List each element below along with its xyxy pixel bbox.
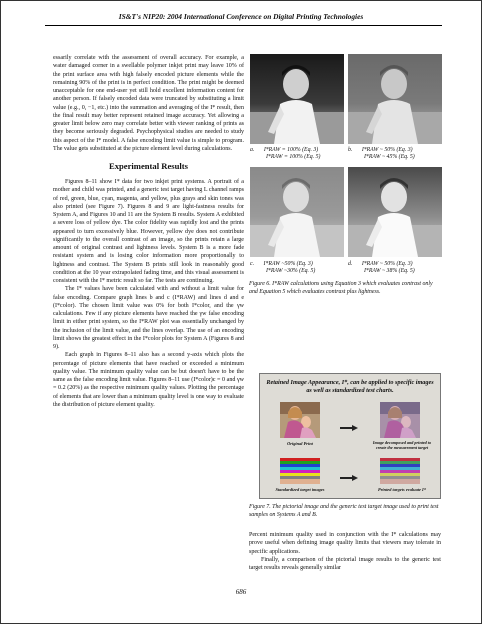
paragraph: The I* values have been calculated with and without a limit value for false encoding. Compare graph lines b and c (I*RAW) and lines d and e (I*color). The chosen limit value was 0% for both I*color, and the γw calculations. Few if any picture elements have reached the γw false encoding limit in either print system, so the I*RAW plot was essentially unchanged by the inclusion of the limit value, and the lines overlap. The use of an encoding limit shows the greatest effect in the I*color plots for System A (Figures 8 and 9). <box>53 286 244 350</box>
figure7-title: Retained Image Appearance, I*, can be applied to specific images as well as standardized test charts. <box>266 379 434 394</box>
arrow-icon <box>340 468 358 474</box>
standard-target-image <box>280 458 320 484</box>
label-line: I*RAW ~50% (Eq. 3) <box>263 261 313 267</box>
figure7-label: Standardized target images <box>275 487 325 492</box>
mother-child-photo-icon <box>280 402 320 438</box>
label-line: I*RAW = 100% (Eq. 3) <box>263 147 319 153</box>
figure6-label-c <box>250 261 315 275</box>
arrow-icon <box>340 418 358 424</box>
paragraph: Percent minimum quality used in conjunction with the I* calculations may prove useful when defining image quality limits that viewers may tolerate in specific applications. <box>249 532 441 555</box>
section-heading: Experimental Results <box>108 161 188 171</box>
label-line: I*RAW ~ 50% (Eq. 3) <box>361 147 413 153</box>
figure6-label-d <box>348 261 415 275</box>
figure6-caption: Figure 6. I*RAW calculations using Equation 3 which evaluates contrast only and Equation 5 which evaluates contrast plus lightness. <box>249 281 433 295</box>
figure7-panel <box>259 373 441 499</box>
figure6-photo-b <box>348 54 442 144</box>
label-line: I*RAW = 100% (Eq. 5) <box>266 154 321 160</box>
right-column <box>249 531 441 572</box>
running-head: IS&T's NIP20: 2004 International Conference on Digital Printing Technologies <box>118 12 364 21</box>
label-line: I*RAW ~ 38% (Eq. 5) <box>364 268 415 274</box>
paragraph: Finally, a comparison of the pictorial image results to the generic test target results reveals generally similar <box>249 556 441 571</box>
figure6-photo-c <box>250 167 344 257</box>
figure7-caption: Figure 7. The pictorial image and the generic test target image used to print test samples on Systems A and B. <box>249 504 439 518</box>
figure7-label: Printed targets evaluate I* <box>378 487 426 492</box>
panel-letter: a. <box>250 147 255 153</box>
header-rule <box>45 25 442 26</box>
figure7-label: Image decomposed and printed to create the measurement target <box>372 440 432 450</box>
paragraph: essarily correlate with the assessment of overall accuracy. For example, a water damaged corner in a swellable polymer inkjet print may leave 10% of the print surface area with high falsely encoded picture elements while the remaining 90% of the print is in perfect condition. The print might be deemed unacceptable for one end-user yet still hold excellent information content for another person. If falsely encoded data were truncated by substituting a limit value (e.g., 0, −1, etc.) into the summation and averaging of the I* result, then the final result may better represent retained image accuracy. Yet allowing a greater limit below zero may correlate better with viewer ranking of prints as they become seriously degraded. Psychophysical studies are needed to study this aspect of the I* model. A false encoding limit value is simple to program. The value gets substituted at the picture element level during calculations. <box>53 55 244 152</box>
printed-target-image <box>380 458 420 484</box>
label-line: I*RAW ~ 50% (Eq. 3) <box>361 261 413 267</box>
child-photo-icon <box>348 54 442 144</box>
panel-letter: b. <box>348 147 353 153</box>
degraded-print-photo <box>380 402 420 438</box>
figure6-photo-d <box>348 167 442 257</box>
color-target-icon <box>380 458 420 484</box>
figure6-label-a <box>250 147 320 161</box>
figure6-label-b <box>348 147 415 161</box>
child-photo-icon <box>348 167 442 257</box>
child-photo-icon <box>250 54 344 144</box>
paragraph: Figures 8–11 show I* data for two inkjet print systems. A portrait of a mother and child was printed, and a generic test target having L channel ramps of red, green, blue, cyan, magenta, and yellow, plus grays and skin tones was also printed (see Figure 7). Figures 8 and 9 are light-fastness results for System A, and Figures 10 and 11 are the System B results. System A exhibited a severe loss of yellow dye. The color fidelity was rapidly lost and the prints appeared to turn excessively blue. However, yellow dye does not contribute significantly to the overall contrast of an image, so the prints retain a large amount of original contrast and lightness levels. System B is a more fade resistant system and is losing color information more proportionally to lightness and contrast. The System B prints still look in reasonably good condition at the 10 year extrapolated fading time, and this visual assessment is consistent with the I* metric result so far. The tests are continuing. <box>53 179 244 284</box>
mother-child-photo-icon <box>380 402 420 438</box>
label-line: I*RAW ~30% (Eq. 5) <box>266 268 316 274</box>
panel-letter: d. <box>348 261 353 267</box>
page-number: 686 <box>235 588 247 596</box>
label-line: I*RAW ~ 45% (Eq. 5) <box>364 154 415 160</box>
figure6-photo-a <box>250 54 344 144</box>
original-print-photo <box>280 402 320 438</box>
panel-letter: c. <box>250 261 255 267</box>
paragraph: Each graph in Figures 8–11 also has a second y-axis which plots the percentage of picture elements that have reached or exceeded a minimum quality value. The minimum quality value can be but doesn't have to be the same as the false encoding limit value. Figures 8–11 use (I*color)c = 0 and γw = 0.2 (20%) as the respective minimum quality values. Plotting the percentage of elements that are lower than a minimum quality level is one way to evaluate the distribution of picture element quality. <box>53 352 244 408</box>
color-target-icon <box>280 458 320 484</box>
figure7-label: Original Print <box>287 441 313 446</box>
left-column <box>53 54 244 409</box>
child-photo-icon <box>250 167 344 257</box>
